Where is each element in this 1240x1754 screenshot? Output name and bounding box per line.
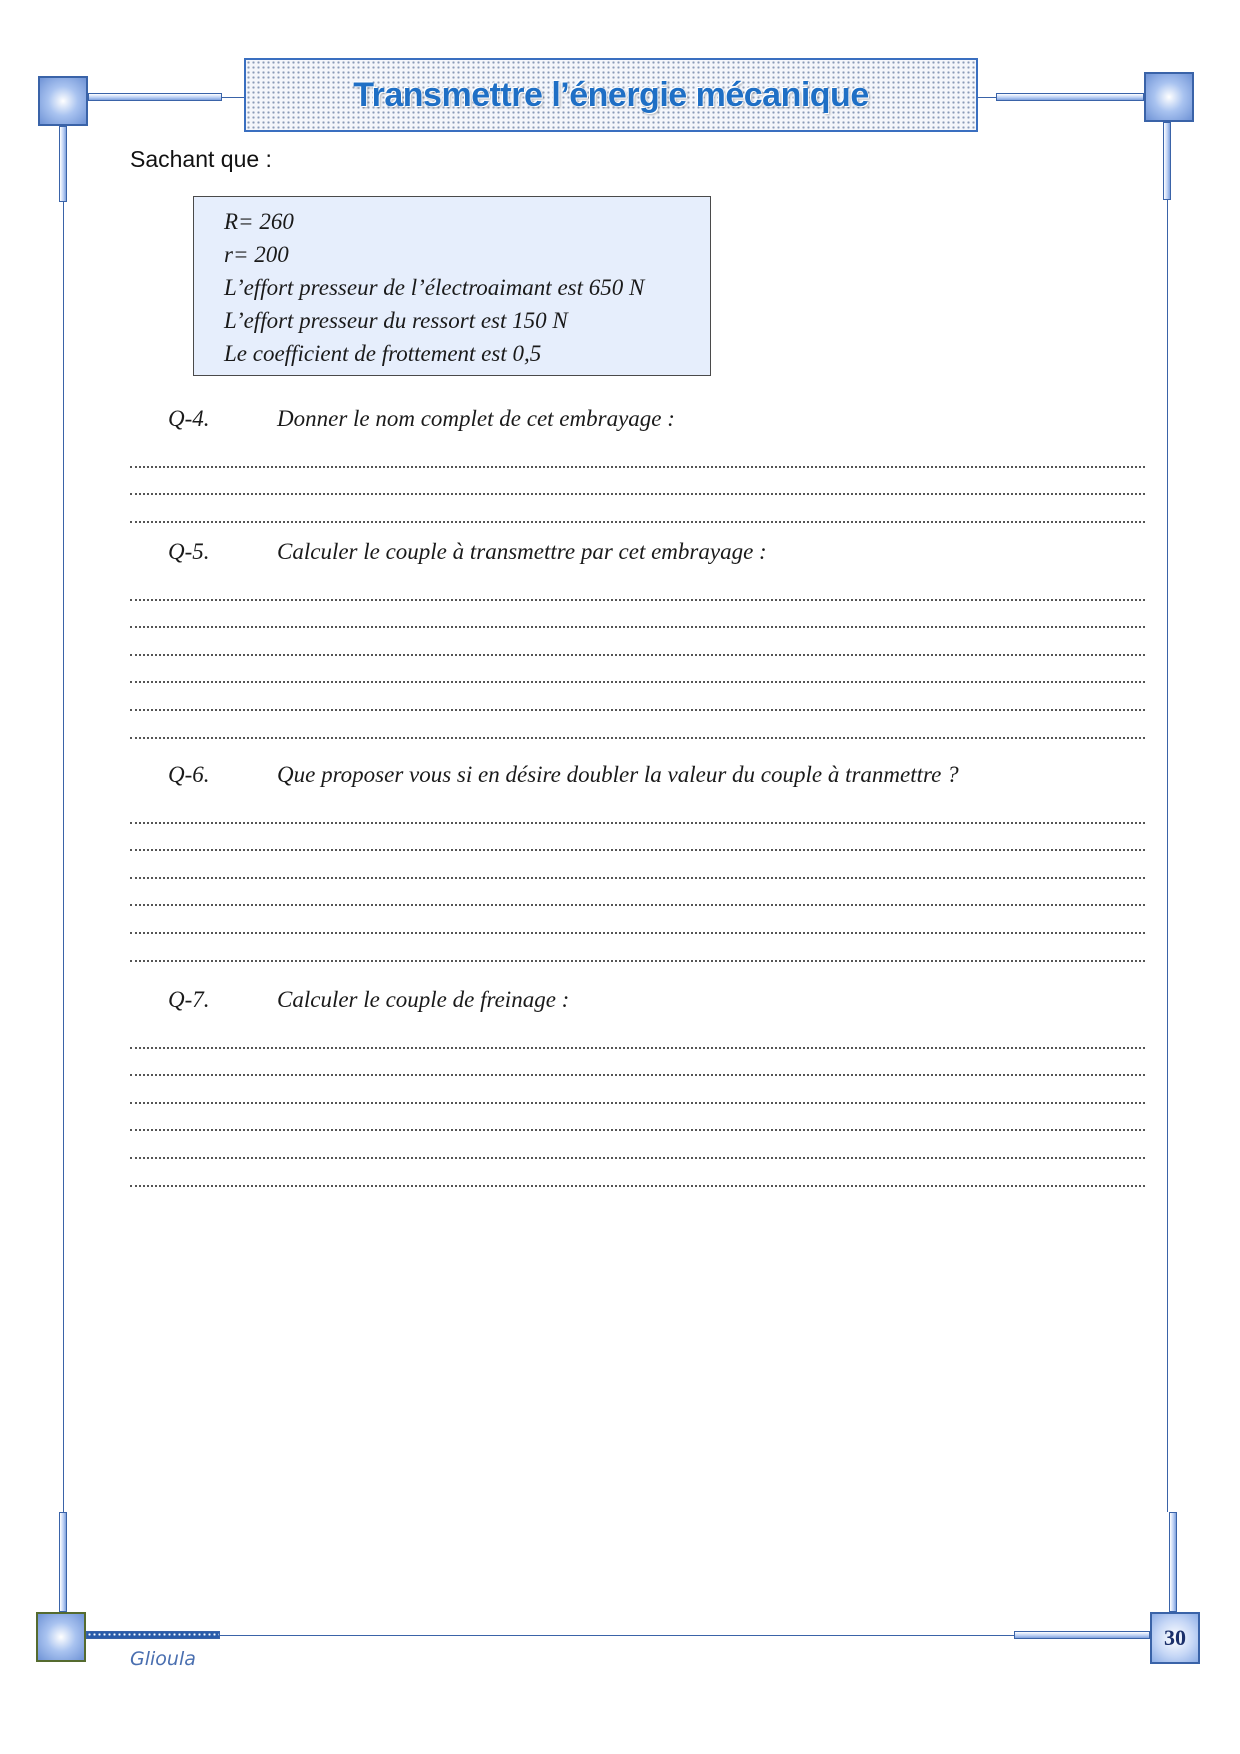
- question-text: Calculer le couple de freinage :: [277, 987, 570, 1012]
- answer-line[interactable]: [130, 683, 1145, 711]
- given-friction-coefficient: Le coefficient de frottement est 0,5: [224, 341, 542, 366]
- frame-line-right: [1167, 200, 1168, 1512]
- frame-line-top-left: [222, 97, 244, 98]
- frame-bar-top-left: [88, 93, 222, 101]
- answer-line[interactable]: [130, 440, 1145, 468]
- answer-line[interactable]: [130, 468, 1145, 496]
- answer-line[interactable]: [130, 1076, 1145, 1104]
- frame-line-top-right: [978, 97, 996, 98]
- given-data-box: [193, 196, 711, 376]
- question-q7: [130, 987, 1145, 1187]
- answer-line[interactable]: [130, 879, 1145, 907]
- frame-bar-right-bottom: [1169, 1512, 1177, 1612]
- answer-line[interactable]: [130, 601, 1145, 629]
- question-text: Calculer le couple à transmettre par cet embrayage :: [277, 539, 767, 564]
- author-signature: Glioula: [130, 1648, 196, 1670]
- given-radius-r: r= 200: [224, 242, 289, 267]
- corner-bottom-left: [36, 1612, 86, 1662]
- answer-line[interactable]: [130, 628, 1145, 656]
- given-spring-force: L’effort presseur du ressort est 150 N: [224, 308, 568, 333]
- title-banner: [244, 58, 978, 132]
- question-header: [130, 762, 1145, 794]
- answer-line[interactable]: [130, 1049, 1145, 1077]
- answer-line[interactable]: [130, 906, 1145, 934]
- frame-bar-bottom-left: [86, 1631, 220, 1639]
- given-radius-R: R= 260: [224, 209, 294, 234]
- frame-line-left: [63, 202, 64, 1512]
- answer-line[interactable]: [130, 711, 1145, 739]
- corner-top-left: [38, 76, 88, 126]
- answer-line[interactable]: [130, 573, 1145, 601]
- question-q5: [130, 539, 1145, 739]
- question-header: [130, 987, 1145, 1019]
- question-number: Q-6.: [168, 762, 210, 787]
- answer-line[interactable]: [130, 934, 1145, 962]
- intro-text: Sachant que :: [130, 146, 272, 172]
- question-number: Q-7.: [168, 987, 210, 1012]
- answer-line[interactable]: [130, 656, 1145, 684]
- given-electromagnet-force: L’effort presseur de l’électroaimant est 650 N: [224, 275, 645, 300]
- answer-area[interactable]: [130, 573, 1145, 739]
- question-q4: [130, 406, 1145, 523]
- frame-bar-left-top: [59, 126, 67, 202]
- answer-area[interactable]: [130, 1021, 1145, 1187]
- answer-line[interactable]: [130, 495, 1145, 523]
- answer-line[interactable]: [130, 824, 1145, 852]
- frame-bar-bottom-right: [1014, 1631, 1150, 1639]
- question-header: [130, 406, 1145, 438]
- answer-area[interactable]: [130, 796, 1145, 962]
- frame-bar-top-right: [996, 93, 1144, 101]
- answer-line[interactable]: [130, 851, 1145, 879]
- answer-line[interactable]: [130, 1131, 1145, 1159]
- answer-area[interactable]: [130, 440, 1145, 523]
- corner-top-right: [1144, 72, 1194, 122]
- frame-bar-right-top: [1163, 122, 1171, 200]
- question-text: Que proposer vous si en désire doubler la valeur du couple à tranmettre ?: [277, 762, 959, 787]
- frame-line-bottom: [220, 1635, 1014, 1636]
- page-number: 30: [1150, 1612, 1200, 1664]
- question-number: Q-5.: [168, 539, 210, 564]
- question-number: Q-4.: [168, 406, 210, 431]
- answer-line[interactable]: [130, 796, 1145, 824]
- page-title: Transmettre l’énergie mécanique: [353, 75, 869, 114]
- answer-line[interactable]: [130, 1104, 1145, 1132]
- answer-line[interactable]: [130, 1021, 1145, 1049]
- answer-line[interactable]: [130, 1159, 1145, 1187]
- question-q6: [130, 762, 1145, 962]
- question-text: Donner le nom complet de cet embrayage :: [277, 406, 675, 431]
- frame-bar-left-bottom: [59, 1512, 67, 1612]
- question-header: [130, 539, 1145, 571]
